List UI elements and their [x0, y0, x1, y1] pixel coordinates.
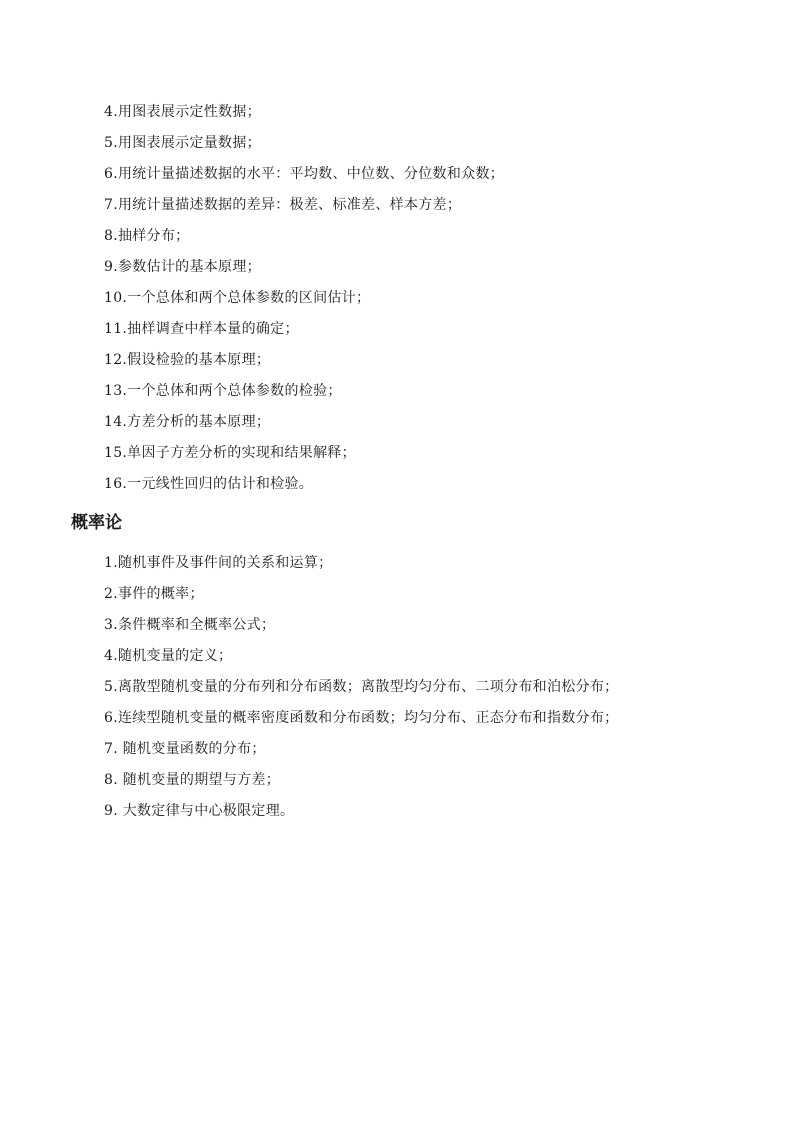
- list-item: 14.方差分析的基本原理；: [104, 414, 271, 430]
- list-item: 4.用图表展示定性数据；: [104, 104, 261, 120]
- list-item: 5.用图表展示定量数据；: [104, 135, 261, 151]
- list-item: 12.假设检验的基本原理；: [104, 352, 271, 368]
- probability-topic-list: [104, 552, 618, 831]
- list-item: 8.抽样分布；: [104, 228, 190, 244]
- list-item: 13.一个总体和两个总体参数的检验；: [104, 383, 342, 399]
- list-item: 9.参数估计的基本原理；: [104, 259, 261, 275]
- section-title-probability: 概率论: [71, 513, 122, 533]
- list-item: 15.单因子方差分析的实现和结果解释；: [104, 445, 356, 461]
- list-item: 6.用统计量描述数据的水平：平均数、中位数、分位数和众数；: [104, 166, 505, 182]
- list-item: 10.一个总体和两个总体参数的区间估计；: [104, 290, 371, 306]
- list-item: 7.用统计量描述数据的差异：极差、标准差、样本方差；: [104, 197, 462, 213]
- list-item: 1.随机事件及事件间的关系和运算；: [104, 555, 333, 571]
- list-item: 2.事件的概率；: [104, 586, 204, 602]
- list-item: 11.抽样调查中样本量的确定；: [104, 321, 299, 337]
- list-item: 6.连续型随机变量的概率密度函数和分布函数；均匀分布、正态分布和指数分布；: [104, 710, 619, 726]
- list-item: 5.离散型随机变量的分布列和分布函数；离散型均匀分布、二项分布和泊松分布；: [104, 679, 619, 695]
- list-item: 7. 随机变量函数的分布；: [104, 741, 266, 757]
- statistics-topic-list: [104, 101, 504, 504]
- list-item: 4.随机变量的定义；: [104, 648, 233, 664]
- list-item: 8. 随机变量的期望与方差；: [104, 772, 281, 788]
- list-item: 16.一元线性回归的估计和检验。: [104, 476, 314, 492]
- list-item: 3.条件概率和全概率公式；: [104, 617, 276, 633]
- list-item: 9. 大数定律与中心极限定理。: [104, 803, 295, 819]
